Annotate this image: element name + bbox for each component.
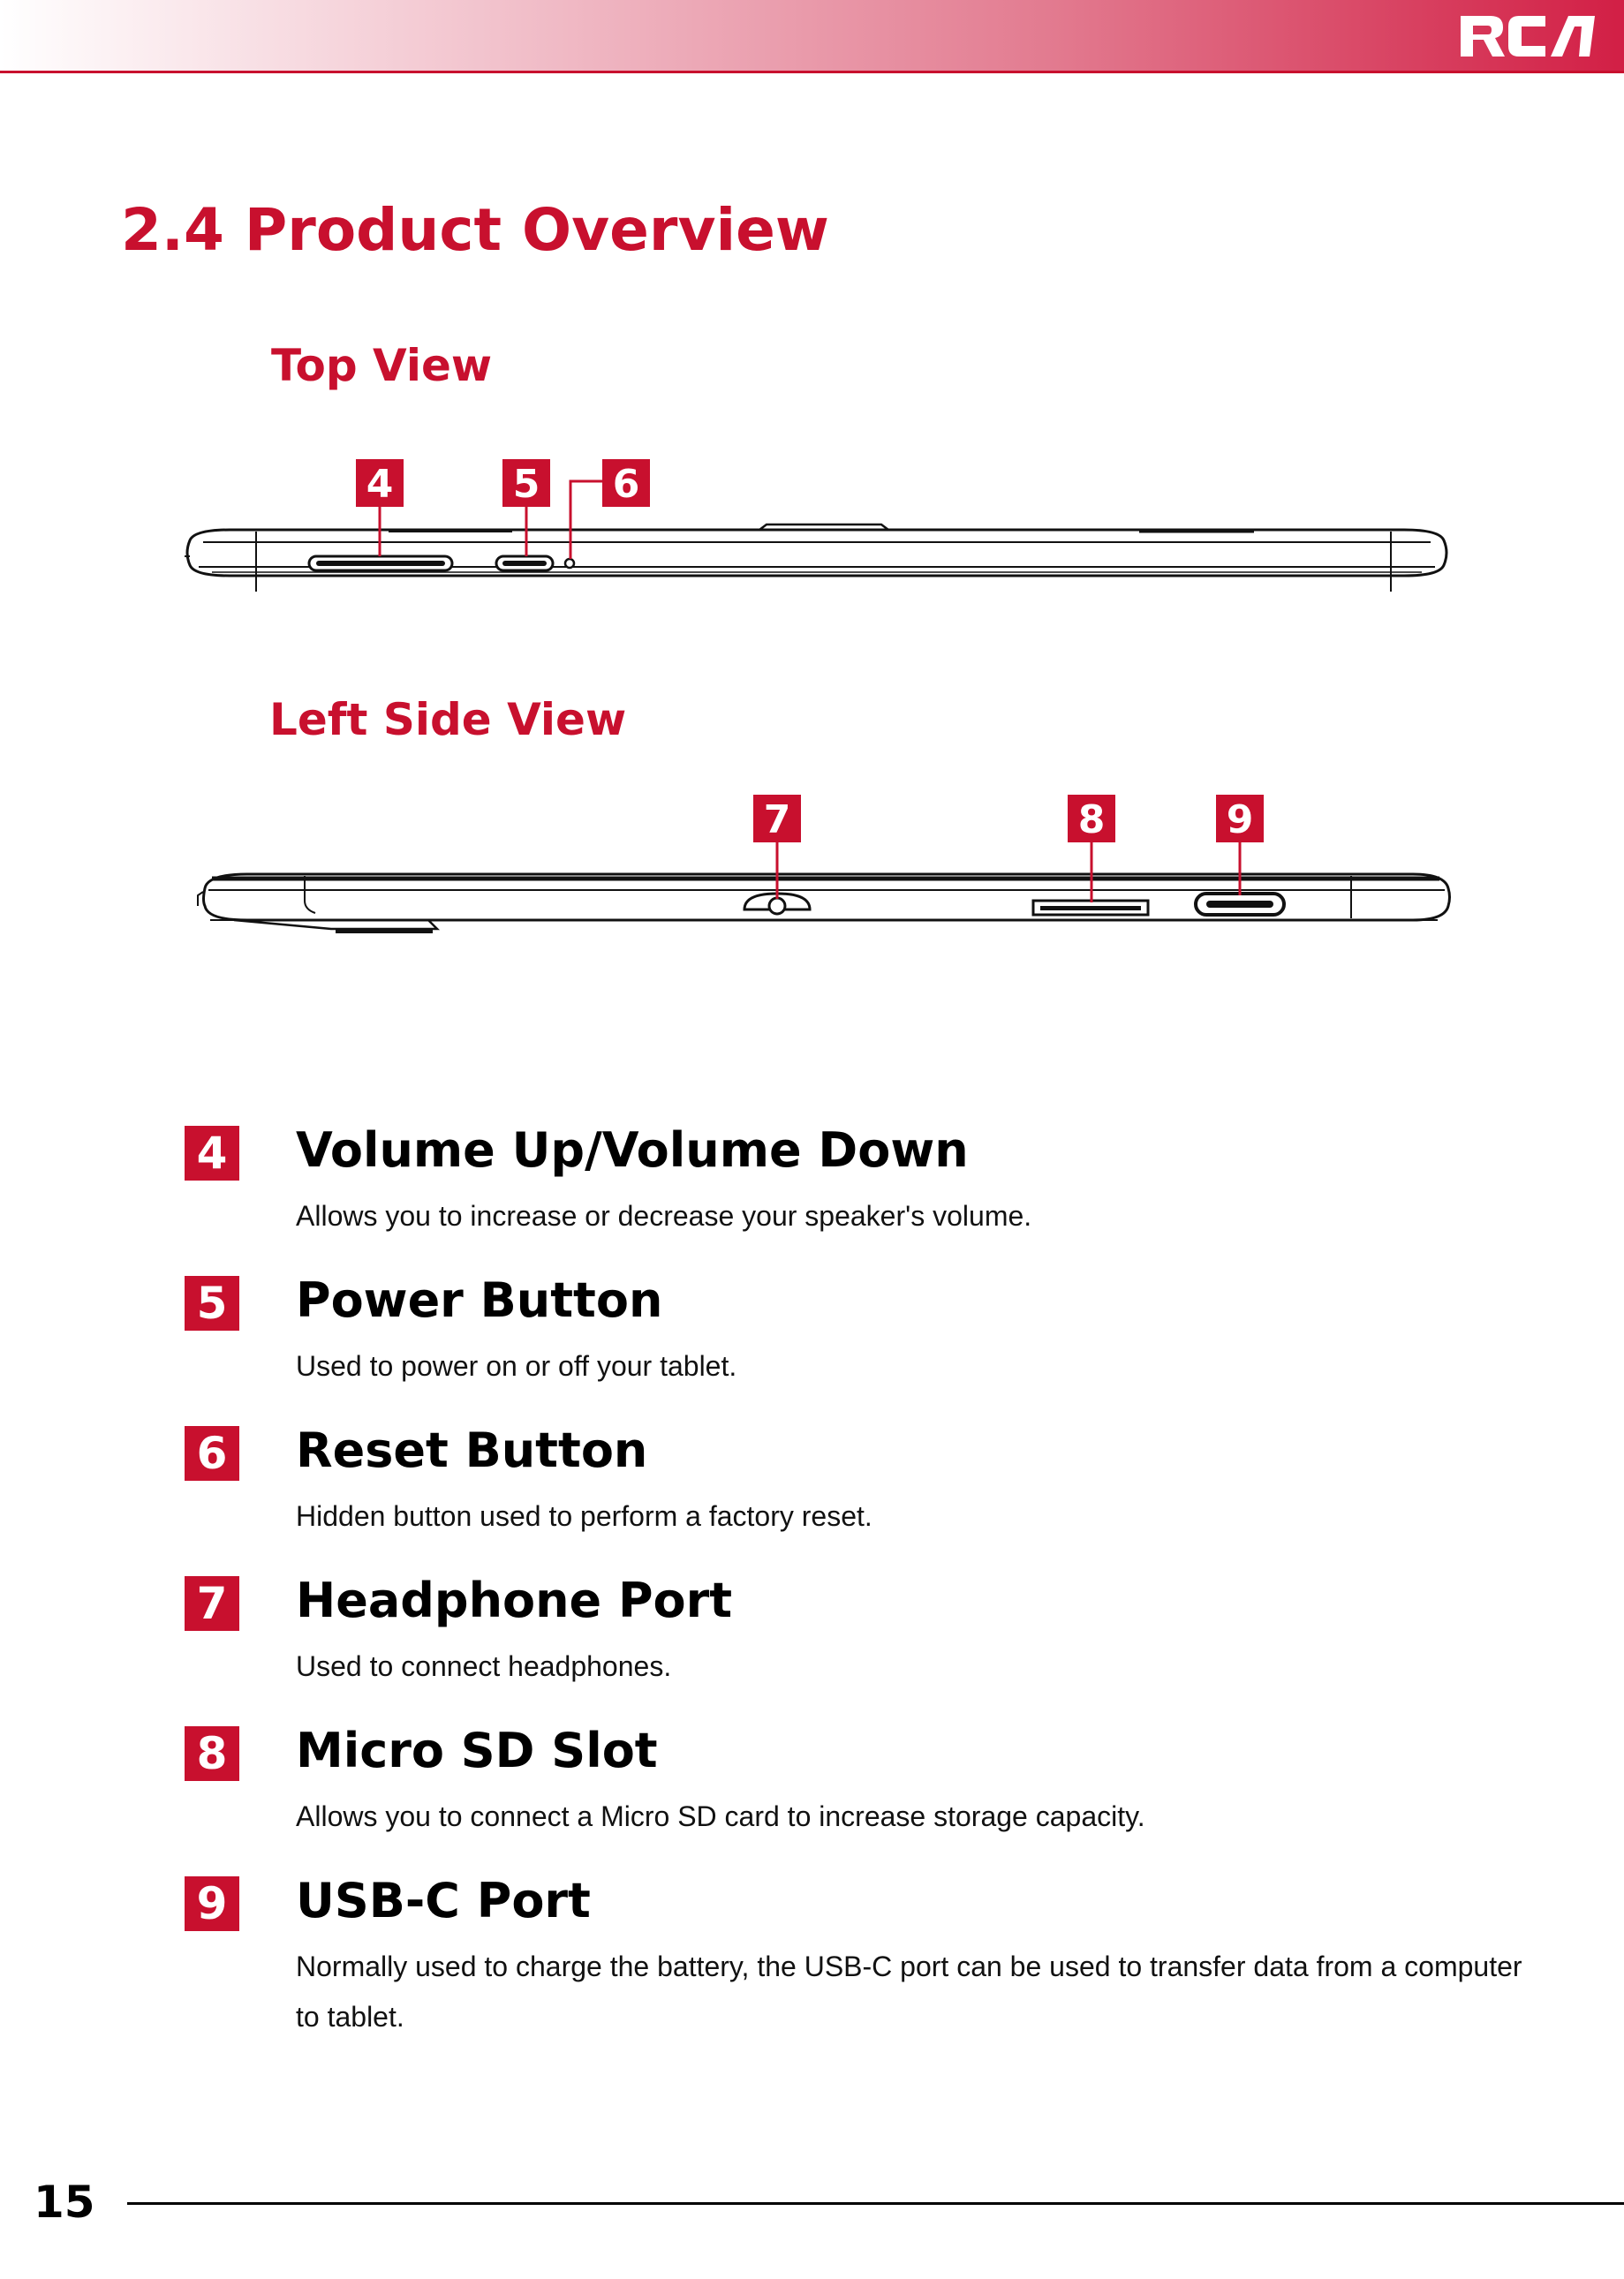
section-title: 2.4 Product Overview <box>121 196 829 264</box>
item-number-badge: 7 <box>185 1576 239 1631</box>
item-title: Micro SD Slot <box>296 1723 658 1778</box>
footer-rule <box>127 2202 1624 2205</box>
page-number: 15 <box>34 2177 95 2228</box>
svg-text:4: 4 <box>366 462 394 507</box>
item-title: USB-C Port <box>296 1873 591 1928</box>
callout-4 <box>356 459 404 507</box>
svg-text:8: 8 <box>1077 797 1106 842</box>
left-side-view-title: Left Side View <box>269 694 627 745</box>
header-band <box>0 0 1624 73</box>
item-title: Headphone Port <box>296 1573 733 1628</box>
item-description: Used to power on or off your tablet. <box>296 1350 737 1382</box>
callout-5 <box>502 459 550 507</box>
item-description: Allows you to increase or decrease your speaker's volume. <box>296 1200 1032 1232</box>
item-description: Used to connect headphones. <box>296 1650 672 1682</box>
svg-text:7: 7 <box>763 797 791 842</box>
svg-text:9: 9 <box>1226 797 1254 842</box>
callout-8 <box>1068 795 1115 842</box>
svg-text:6: 6 <box>612 462 640 507</box>
top-view-diagram <box>0 450 1624 600</box>
reset-hole-drawing <box>565 559 574 568</box>
item-number-badge: 4 <box>185 1126 239 1181</box>
svg-text:5: 5 <box>512 462 540 507</box>
item-title: Volume Up/Volume Down <box>296 1122 969 1178</box>
callout-7 <box>753 795 801 842</box>
item-number-badge: 8 <box>185 1726 239 1781</box>
rca-logo <box>1457 12 1598 60</box>
item-number-badge: 9 <box>185 1876 239 1931</box>
top-view-title: Top View <box>271 340 493 391</box>
left-side-view-diagram <box>0 786 1624 954</box>
item-description: Normally used to charge the battery, the USB-C port can be used to transfer data from a computer to tablet. <box>296 1951 1522 2033</box>
item-description: Allows you to connect a Micro SD card to increase storage capacity. <box>296 1800 1145 1832</box>
item-description: Hidden button used to perform a factory reset. <box>296 1500 872 1532</box>
callout-9 <box>1216 795 1264 842</box>
item-number-badge: 5 <box>185 1276 239 1331</box>
item-number-badge: 6 <box>185 1426 239 1481</box>
item-title: Reset Button <box>296 1422 648 1478</box>
callout-6 <box>602 459 650 507</box>
item-title: Power Button <box>296 1272 663 1328</box>
